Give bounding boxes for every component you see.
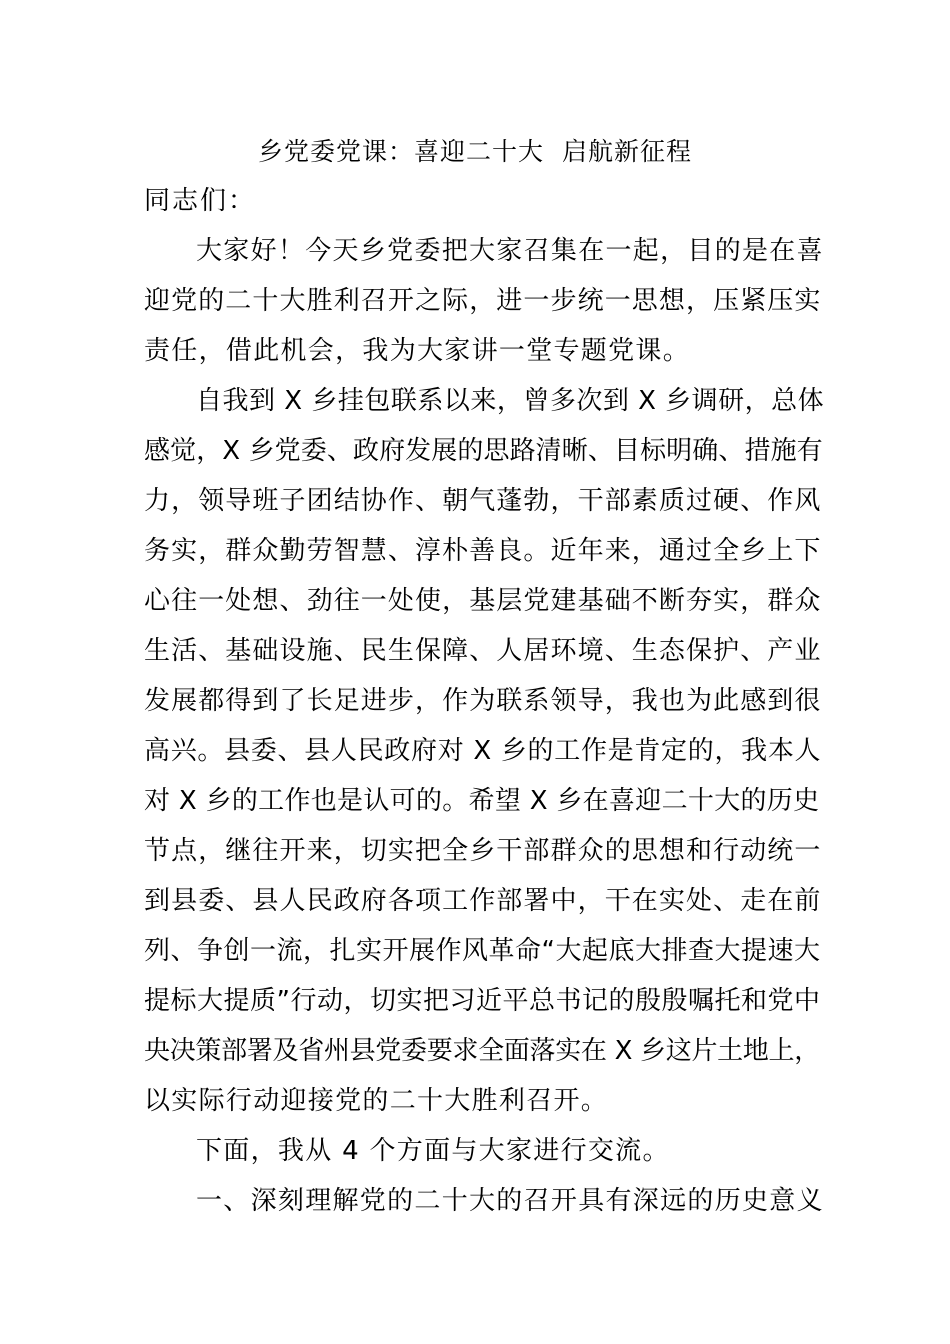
paragraph-line: 感觉，X 乡党委、政府发展的思路清晰、目标明确、措施有: [144, 436, 823, 466]
paragraph-line: 高兴。县委、县人民政府对 X 乡的工作是肯定的，我本人: [144, 736, 822, 766]
paragraph-line: 以实际行动迎接党的二十大胜利召开。: [144, 1086, 609, 1116]
paragraph-line: 务实，群众勤劳智慧、淳朴善良。近年来，通过全乡上下: [144, 536, 822, 566]
paragraph-line: 心往一处想、劲往一处使，基层党建基础不断夯实，群众: [144, 586, 822, 616]
document-title: 乡党委党课：喜迎二十大 启航新征程: [258, 137, 692, 166]
paragraph-line: 责任，借此机会，我为大家讲一堂专题党课。: [144, 336, 691, 366]
paragraph-line: 对 X 乡的工作也是认可的。希望 X 乡在喜迎二十大的历史: [144, 786, 820, 816]
paragraph-line: 列、争创一流，扎实开展作风革命“大起底大排查大提速大: [144, 936, 821, 966]
paragraph-line: 到县委、县人民政府各项工作部署中，干在实处、走在前: [144, 886, 822, 916]
paragraph-line: 自我到 X 乡挂包联系以来，曾多次到 X 乡调研，总体: [196, 386, 825, 416]
section-heading: 一、深刻理解党的二十大的召开具有深远的历史意义: [196, 1186, 824, 1216]
paragraph-line: 大家好！今天乡党委把大家召集在一起，目的是在喜: [196, 236, 824, 266]
paragraph-line: 生活、基础设施、民生保障、人居环境、生态保护、产业: [144, 636, 822, 666]
paragraph-line: 发展都得到了长足进步，作为联系领导，我也为此感到很: [144, 686, 822, 716]
paragraph-line: 力，领导班子团结协作、朝气蓬勃，干部素质过硬、作风: [144, 486, 822, 516]
paragraph-line: 下面，我从 4 个方面与大家进行交流。: [196, 1136, 670, 1166]
paragraph-line: 节点，继往开来，切实把全乡干部群众的思想和行动统一: [144, 836, 822, 866]
paragraph-line: 迎党的二十大胜利召开之际，进一步统一思想，压紧压实: [144, 286, 822, 316]
paragraph-line: 提标大提质”行动，切实把习近平总书记的殷殷嘱托和党中: [144, 986, 821, 1016]
salutation: 同志们：: [144, 186, 257, 216]
paragraph-line: 央决策部署及省州县党委要求全面落实在 X 乡这片土地上，: [144, 1036, 820, 1066]
